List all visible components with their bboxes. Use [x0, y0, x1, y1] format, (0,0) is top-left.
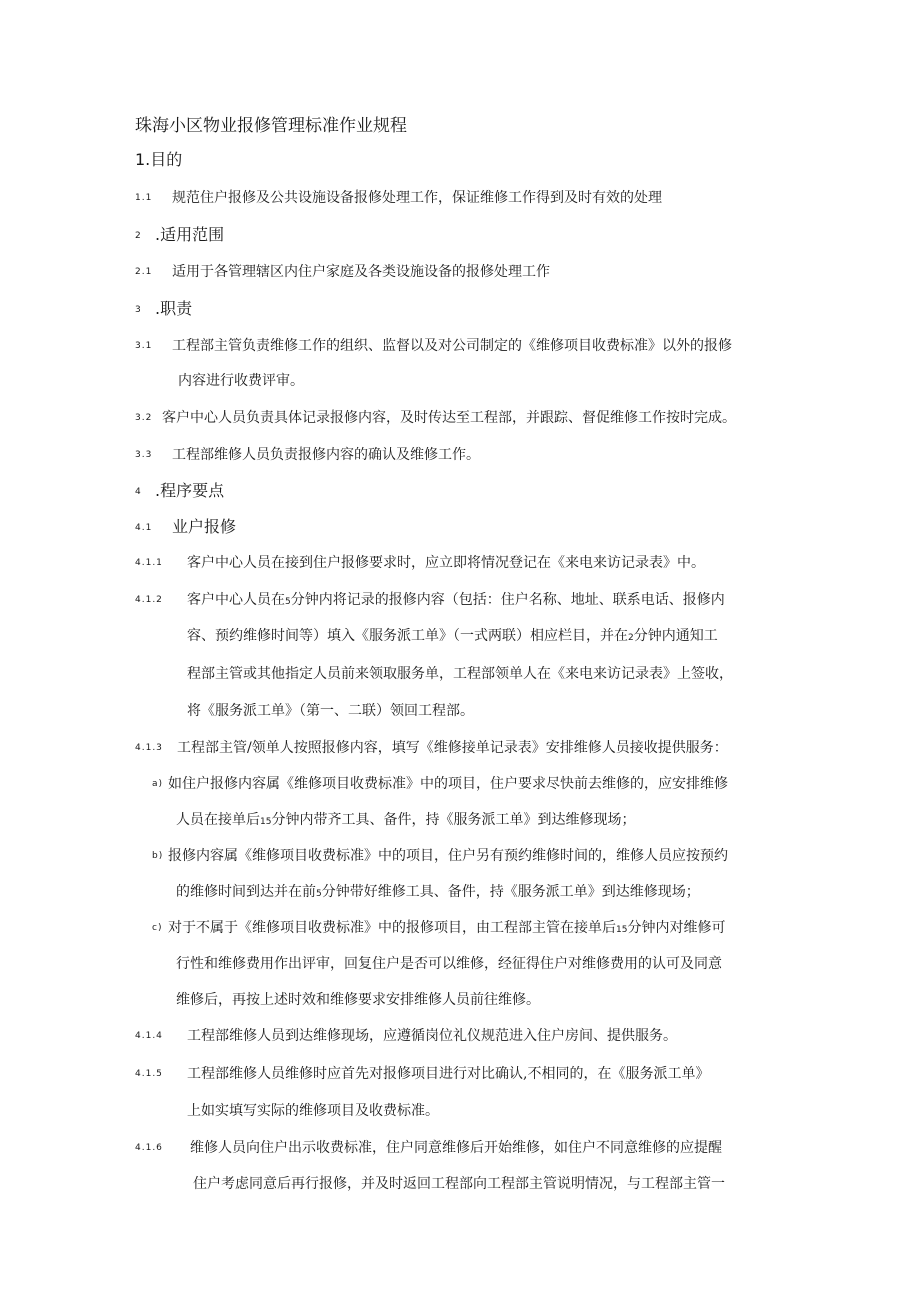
item-a-cont [176, 810, 635, 832]
item-c-cont-1: 行性和维修费用作出评审，回复住户是否可以维修，经征得住户对维修费用的认可及同意 [176, 956, 722, 972]
clause-number: 4.1.2 [135, 595, 163, 605]
clause-number: 2.1 [135, 267, 153, 277]
clause-text: 工程部维修人员到达维修现场，应遵循岗位礼仪规范进入住户房间、提供服务。 [187, 1028, 677, 1044]
clause-4-1-6-cont: 住户考虑同意后再行报修，并及时返回工程部向工程部主管说明情况，与工程部主管一 [193, 1176, 725, 1192]
clause-number: 4.1 [135, 522, 153, 533]
clause-4-1-6 [135, 1138, 722, 1158]
clause-3-1 [135, 336, 732, 356]
item-inline-number: 15 [260, 817, 272, 827]
clause-number: 3.1 [135, 341, 153, 351]
clause-4-1-1 [135, 553, 705, 573]
clause-number: 3.3 [135, 450, 153, 460]
clause-3-3 [135, 445, 480, 465]
item-text: 报修内容属《维修项目收费标准》中的项目，住户另有预约维修时间的，维修人员应按预约 [168, 848, 728, 864]
clause-4-1-2 [135, 590, 725, 612]
item-inline-number: 15 [616, 925, 628, 935]
clause-1-1 [135, 188, 662, 208]
subsection-4-1-heading [135, 517, 236, 538]
item-marker: c) [152, 923, 163, 933]
item-inline-number: 5 [316, 889, 322, 899]
subsection-title: 业户报修 [172, 517, 237, 536]
clause-text: 客户中心人员负责具体记录报修内容，及时传达至工程部，并跟踪、督促维修工作按时完成。 [162, 410, 736, 426]
clause-4-1-3 [135, 738, 728, 758]
section-2-heading [135, 225, 224, 246]
clause-text: 工程部主管/领单人按照报修内容，填写《维修接单记录表》安排维修人员接收提供服务： [177, 740, 728, 756]
clause-text: 分钟内通知工 [633, 628, 718, 644]
clause-inline-number: 2 [628, 633, 634, 643]
clause-3-1-cont: 内容进行收费评审。 [178, 373, 304, 389]
clause-4-1-2-cont-2: 程部主管或其他指定人员前来领取服务单，工程部领单人在《来电来访记录表》上签收， [187, 666, 733, 682]
item-a [152, 774, 728, 794]
clause-4-1-5 [135, 1064, 709, 1084]
section-number: 3 [135, 304, 142, 315]
item-text: 对于不属于《维修项目收费标准》中的报修项目，由工程部主管在接单后 [168, 920, 616, 936]
section-1-heading: 1.目的 [135, 150, 183, 169]
item-c [152, 918, 725, 940]
clause-4-1-4 [135, 1026, 677, 1046]
clause-text: 工程部主管负责维修工作的组织、监督以及对公司制定的《维修项目收费标准》以外的报修 [172, 338, 732, 354]
item-text: 分钟内对维修可 [627, 920, 726, 936]
section-title: .程序要点 [155, 481, 225, 500]
section-title: .职责 [155, 299, 193, 318]
clause-number: 4.1.3 [135, 743, 163, 753]
clause-4-1-2-cont-3: 将《服务派工单》（第一、二联）领回工程部。 [187, 703, 474, 719]
clause-number: 4.1.5 [135, 1069, 163, 1079]
section-4-heading [135, 481, 224, 502]
clause-4-1-2-cont-1 [187, 626, 718, 648]
clause-2-1 [135, 262, 550, 282]
item-b [152, 846, 728, 866]
page-title: 珠海小区物业报修管理标准作业规程 [135, 116, 407, 136]
clause-text: 工程部维修人员负责报修内容的确认及维修工作。 [172, 447, 480, 463]
clause-text: 工程部维修人员维修时应首先对报修项目进行对比确认,不相同的，在《服务派工单》 [187, 1066, 710, 1082]
clause-number: 4.1.6 [135, 1143, 163, 1153]
clause-number: 3.2 [135, 413, 153, 423]
item-text: 的维修时间到达并在前 [176, 884, 316, 900]
section-3-heading [135, 299, 192, 320]
clause-text: 维修人员向住户出示收费标准，住户同意维修后开始维修，如住户不同意维修的应提醒 [190, 1140, 722, 1156]
item-text: 分钟内带齐工具、备件，持《服务派工单》到达维修现场； [271, 812, 636, 828]
section-number: 4 [135, 486, 142, 497]
clause-inline-number: 5 [285, 597, 291, 607]
clause-text: 客户中心人员在 [187, 592, 285, 608]
item-marker: a) [152, 779, 164, 789]
clause-text: 适用于各管理辖区内住户家庭及各类设施设备的报修处理工作 [172, 264, 550, 280]
item-c-cont-2: 维修后，再按上述时效和维修要求安排维修人员前往维修。 [176, 992, 540, 1008]
clause-text: 客户中心人员在接到住户报修要求时，应立即将情况登记在《来电来访记录表》中。 [187, 555, 705, 571]
clause-text: 分钟内将记录的报修内容（包括：住户名称、地址、联系电话、报修内 [290, 592, 725, 608]
clause-text: 容、预约维修时间等）填入《服务派工单》（一式两联）相应栏目，并在 [187, 628, 628, 644]
section-title: .适用范围 [155, 225, 225, 244]
clause-3-2 [135, 408, 736, 428]
item-b-cont [176, 882, 700, 904]
clause-4-1-5-cont: 上如实填写实际的维修项目及收费标准。 [187, 1103, 439, 1119]
clause-number: 4.1.4 [135, 1031, 163, 1041]
item-text: 人员在接单后 [176, 812, 260, 828]
clause-text: 规范住户报修及公共设施设备报修处理工作，保证维修工作得到及时有效的处理 [172, 190, 662, 206]
section-number: 2 [135, 230, 142, 241]
item-text: 分钟带好维修工具、备件，持《服务派工单》到达维修现场； [321, 884, 700, 900]
item-marker: b) [152, 851, 164, 861]
item-text: 如住户报修内容属《维修项目收费标准》中的项目，住户要求尽快前去维修的，应安排维修 [168, 776, 728, 792]
clause-number: 4.1.1 [135, 558, 163, 568]
clause-number: 1.1 [135, 193, 153, 203]
